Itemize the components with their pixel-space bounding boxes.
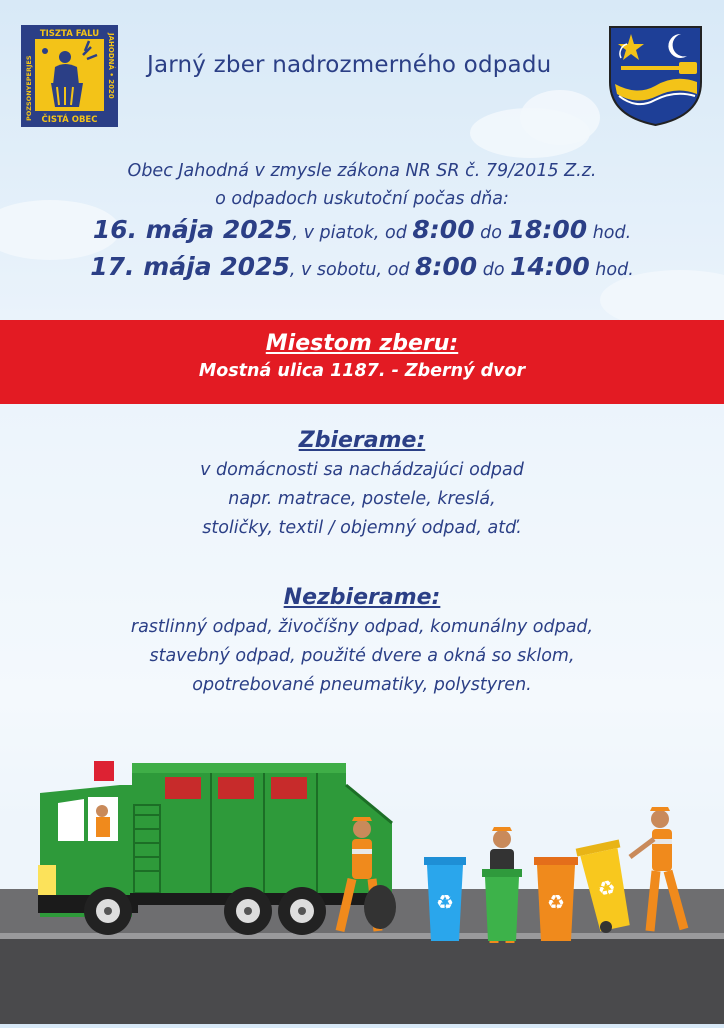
- not-collect-line: rastlinný odpad, živočíšny odpad, komunálny odpad,: [130, 617, 594, 637]
- intro-block: [0, 157, 724, 287]
- date-line-2: [0, 250, 724, 287]
- green-recycling-bin: [482, 869, 522, 941]
- garbage-truck-illustration: [0, 745, 724, 1024]
- date-line-1: [0, 213, 724, 250]
- weekday: , v piatok, od: [292, 223, 413, 243]
- collect-line: stoličky, textil / objemný odpad, atď.: [202, 518, 522, 538]
- location-banner: [0, 320, 724, 404]
- page-title: Jarný zber nadrozmerného odpadu: [147, 52, 552, 78]
- time-from: 8:00: [412, 215, 475, 244]
- village-logo: [21, 25, 118, 127]
- logo-left-text: POZSONYEPERJES: [25, 55, 33, 121]
- date: 16. mája 2025: [92, 215, 293, 244]
- not-collect-heading: Nezbierame:: [283, 585, 441, 610]
- intro-line: Obec Jahodná v zmysle zákona NR SR č. 79/2015 Z.z.: [127, 161, 597, 181]
- to-word: do: [474, 223, 508, 243]
- not-collect-section: [0, 583, 724, 700]
- date: 17. mája 2025: [90, 252, 290, 281]
- orange-recycling-bin: [534, 857, 578, 941]
- logo-top-text: TISZTA FALU: [39, 29, 100, 39]
- logo-bottom-text: ČISTÁ OBEC: [41, 115, 98, 125]
- not-collect-line: opotrebované pneumatiky, polystyren.: [192, 675, 532, 695]
- collect-line: napr. matrace, postele, kreslá,: [228, 489, 496, 509]
- collect-section: [0, 426, 724, 543]
- to-word: do: [477, 260, 511, 280]
- cloud: [520, 90, 600, 145]
- coat-of-arms: [607, 24, 704, 128]
- logo-right-text: JAHODNÁ • 2020: [107, 33, 115, 99]
- time-to: 18:00: [507, 215, 588, 244]
- unit: hod.: [589, 260, 634, 280]
- svg-text:♻: ♻: [436, 890, 454, 914]
- svg-text:♻: ♻: [547, 890, 565, 914]
- intro-line: o odpadoch uskutoční počas dňa:: [215, 189, 509, 209]
- location-address: Mostná ulica 1187. - Zberný dvor: [198, 361, 526, 381]
- collect-heading: Zbierame:: [298, 428, 426, 453]
- weekday: , v sobotu, od: [289, 260, 415, 280]
- time-from: 8:00: [415, 252, 478, 281]
- not-collect-line: stavebný odpad, použité dvere a okná so sklom,: [149, 646, 575, 666]
- collect-line: v domácnosti sa nachádzajúci odpad: [200, 460, 524, 480]
- unit: hod.: [587, 223, 632, 243]
- svg-text:♻: ♻: [595, 874, 618, 902]
- time-to: 14:00: [510, 252, 590, 281]
- location-heading: Miestom zberu:: [265, 331, 459, 356]
